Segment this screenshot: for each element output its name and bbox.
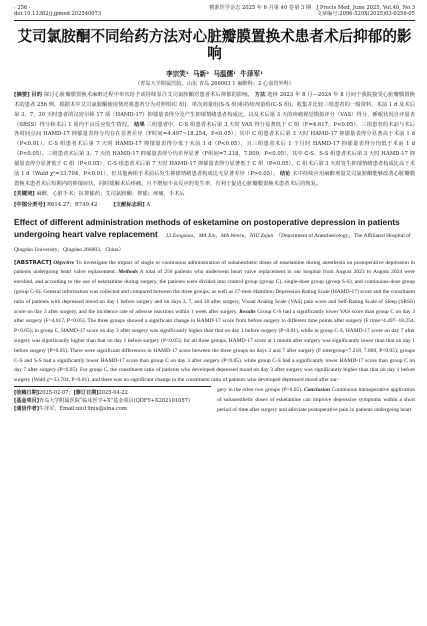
en-methods-text: A total of 256 patients who underwent heart valve replacement in our hospital from August 2023 to August 2024 were enrolled, and according to the use of esketamine during surgery, the patients were divided into control group (group C), single-dose group (group S-S), and continuous-dose group (group C-S). General information was collected and compared between the three groups, as well as 17-item Hamilton Depression Rating Scale (HAMD-17) score and the constituent ratio of patients with depressed mood on day 1 before surgery and on days 3, 7, and 30 after surgery, Visual Analog Scale (VAS) pain score and Self-Rating Scale of Sleep (SRSS) score on day 3 after surgery, and the incidence rate of adverse reactions within 1 week after surgery. [14,269,415,315]
fund-text: 青岛大学附属医院“临床医学+X”基金项目(QDFY+X202101057) [39,398,190,405]
en-results-cont: gery in the other two groups (P>0.05). [217,387,303,394]
doc-code-value: A [146,201,151,208]
conclusion-label: 结论 [279,171,291,178]
en-objective-label: Objective [53,259,75,266]
english-title: Effect of different administration methods of esketamine on postoperative depression in patients undergoing heart valve replacement [14,216,400,239]
dates-line: [收稿日期]2025-02-07；[修订日期]2025-04-22 [14,390,128,397]
en-results-label: Results [239,308,256,315]
en-methods-label: Methods [118,269,138,276]
objective-label: 目的 [31,91,43,98]
conclusion-text: 术中持续应用麻醉剂量艾司氯胺酮能够改善心脏瓣膜置换术患者术后短期内的抑郁症状，同时缓解术后疼痛，且不增加不良反应的发生率，有利于促进心脏瓣膜置换术患者术后的恢复。 [14,171,415,187]
en-abstract-label: [ABSTRACT] [14,259,52,266]
methods-text: 选择 2023 年 8 月—2024 年 8 月间于我院接受心脏瓣膜置换术的患者 256 例，根据术中艾司氯胺酮使用情况将患者分为对照组(C 组)、单次剂量组(S-S 组)和持续剂量组(C-S 组)。收集并比较三组患者的一般资料，术前 1 d 及术后第 3、7、30 天时患者的汉密尔顿 17 项（HAMD-17）抑郁量表得分及产生抑郁情绪患者构成比，以及术后第 3 天的疼痛视觉模拟评分（VAS）得分、睡眠状况自评量表（SRSS）得分和术后 1 周内不良反应发生情况。 [14,91,415,128]
results-text: 三组患者中，C-S 组患者术后第 3 天时 VAS 得分显著低于 C 组（F=4.617，P<0.05）。三组患者的术前与术后各时间点间 HAMD-17 抑郁量表得分均存在显著差异（F时间=4.497~18.254，P<0.05）；其中 C 组患者术后第 3 天时 HAMD-17 抑郁量表得分显著高于术前 1 d（P<0.01），C-S 组患者术后第 7 天时 HAMD-17 抑郁量表得分低于术前 1 d（P<0.05），且三组患者术后 1 个月时 HAMD-17 抑郁量表得分均低于术前 1 d（P<0.05）。三组患者术后第 3、7 天的 HAMD-17 抑郁量表得分均差异显著（F组间=7.218，7.809，P<0.05），其中 C-S、S-S 组患者术后第 3 天时 HAMD-17 抑郁量表得分显著低于 C 组（P<0.05），C-S 组患者术后第 7 天时 HAMD-17 抑郁量表得分显著低于 C 组（P<0.05）。C 组术后第 3 天时发生抑郁情绪患者构成比高于术前 1 d（Wald χ²=33.704，P<0.01），但其他两组手术前后发生抑郁情绪患者构成比无显著差异（P>0.05）。 [14,121,415,178]
header-right [209,5,415,18]
en-objective-text: To investigate the impact of single or continuous administration of subanesthetic doses of esketamine during anesthesia on postoperative depression in patients undergoing heart valve replacement. [14,259,415,276]
english-title-block [14,216,415,256]
journal-cn: 精准医学杂志 2025 年 6 月第 40 卷第 3 期 [209,5,312,11]
results-label: 结果 [134,121,145,128]
english-abstract [14,259,415,386]
doi: doi:10.13362/j.jpmed.202540073 [14,11,102,18]
revised-label: [修订日期] [73,390,99,397]
corr-label: [通信作者] [14,406,40,413]
doc-code-item [113,201,150,211]
fund-line [14,397,211,405]
affiliation: （青岛大学附属医院，山东 青岛 266003 1 麻醉科；2 心血管外科） [134,80,295,87]
author-list: 李宗笑¹ 马新² 马温儒¹ 牛泽军¹ [166,69,263,78]
doc-code-label: [文献标志码] [113,201,145,208]
journal-en: J Precis Med, June 2025, Vol.40, No.3 [316,5,415,11]
classification-line [14,201,415,211]
received-date: 2025-02-07 [39,390,69,397]
keywords-text: 麻醉，心脏手术；抗抑郁药；艾司氯胺酮；抑郁；疼痛，手术后 [36,190,185,197]
header-divider [14,20,415,21]
clc-label: [中图分类号] [14,201,46,208]
en-results-text: Group C-S had a significantly lower VAS score than group C on day 3 after surgery (F=4.617, P<0.05). The three groups showed a significant change in HAMD-17 score from before surgery to different time points after surgery (F time=4.497−18.254, P<0.05); in group C, HAMD-17 score on day 3 after surgery was significantly higher than that on day 1 before surgery (P<0.01), while in group C-S, HAMD-17 score on day 7 after surgery was significantly higher than that on day 1 before surgery (P<0.05); for all three groups, HAMD-17 score at 1 month after surgery was significantly lower than that on day 1 before surgery (P<0.05). There were significant differences in HAMD-17 score between the three groups on days 3 and 7 after surgery (F intergroup=7.218, 7.809, P<0.05); groups C-S and S-S had a significantly lower HAMD-17 score than group C on day 3 after surgery (P<0.05), while group C-S had a significantly lower HAMD-17 score than group C on day 7 after surgery (P<0.05). For group C, the constituent ratio of patients who developed depressed mood on day 3 after surgery was significantly higher than that on day 1 before surgery (Wald χ²=33.704, P<0.01), and there was no significant change in the constituent ratio of patients who developed depressed mood after sur- [14,308,416,384]
clc-item [14,201,97,211]
page-number: · 256 · [14,5,31,11]
corresponding-line [14,405,211,413]
corr-text: 牛泽军，Email:niu19niu@sina.com [39,406,127,413]
keywords-label: [关键词] [14,190,35,197]
chinese-abstract [14,91,415,211]
keywords-line [14,190,415,200]
en-conclusion-label: Conclusion [304,387,330,394]
objective-text: 探讨心脏瓣膜置换术麻醉过程中单次给予或持续泵注艾司氯胺酮对患者术后抑郁的影响。 [43,91,254,98]
abstract-label: [摘要] [14,91,30,98]
fund-label: [基金项目] [14,398,40,405]
article-number: 文章编号:2096-529X(2025)03-0256-05 [316,11,415,18]
methods-label: 方法 [254,91,266,98]
english-authors: LI Zongxiao，MA Xin，MA Wenru，NIU Zejun [166,232,274,239]
clc-value: R614.27；R749.42 [47,201,98,208]
en-conclusion-text: Continuous intraoperative application of subanesthetic doses of esketamine can improve depressive symptoms within a short period of time after surgery and alleviate postoperative pain in patients undergoing heart [217,387,416,413]
article-title: 艾司氯胺酮不同给药方法对心脏瓣膜置换术患者术后抑郁的影响 [17,27,412,63]
article-info-box [14,386,211,415]
bottom-section [14,386,415,415]
english-abstract-continued [217,386,415,415]
header-left [14,5,101,18]
revised-date: 2025-04-22 [98,390,128,397]
received-label: [收稿日期] [14,390,40,397]
english-affiliation: （Department of Anesthesiology，The Affiliated Hospital of Qingdao University，Qingdao 266003，China） [14,232,411,253]
running-header [14,5,415,18]
